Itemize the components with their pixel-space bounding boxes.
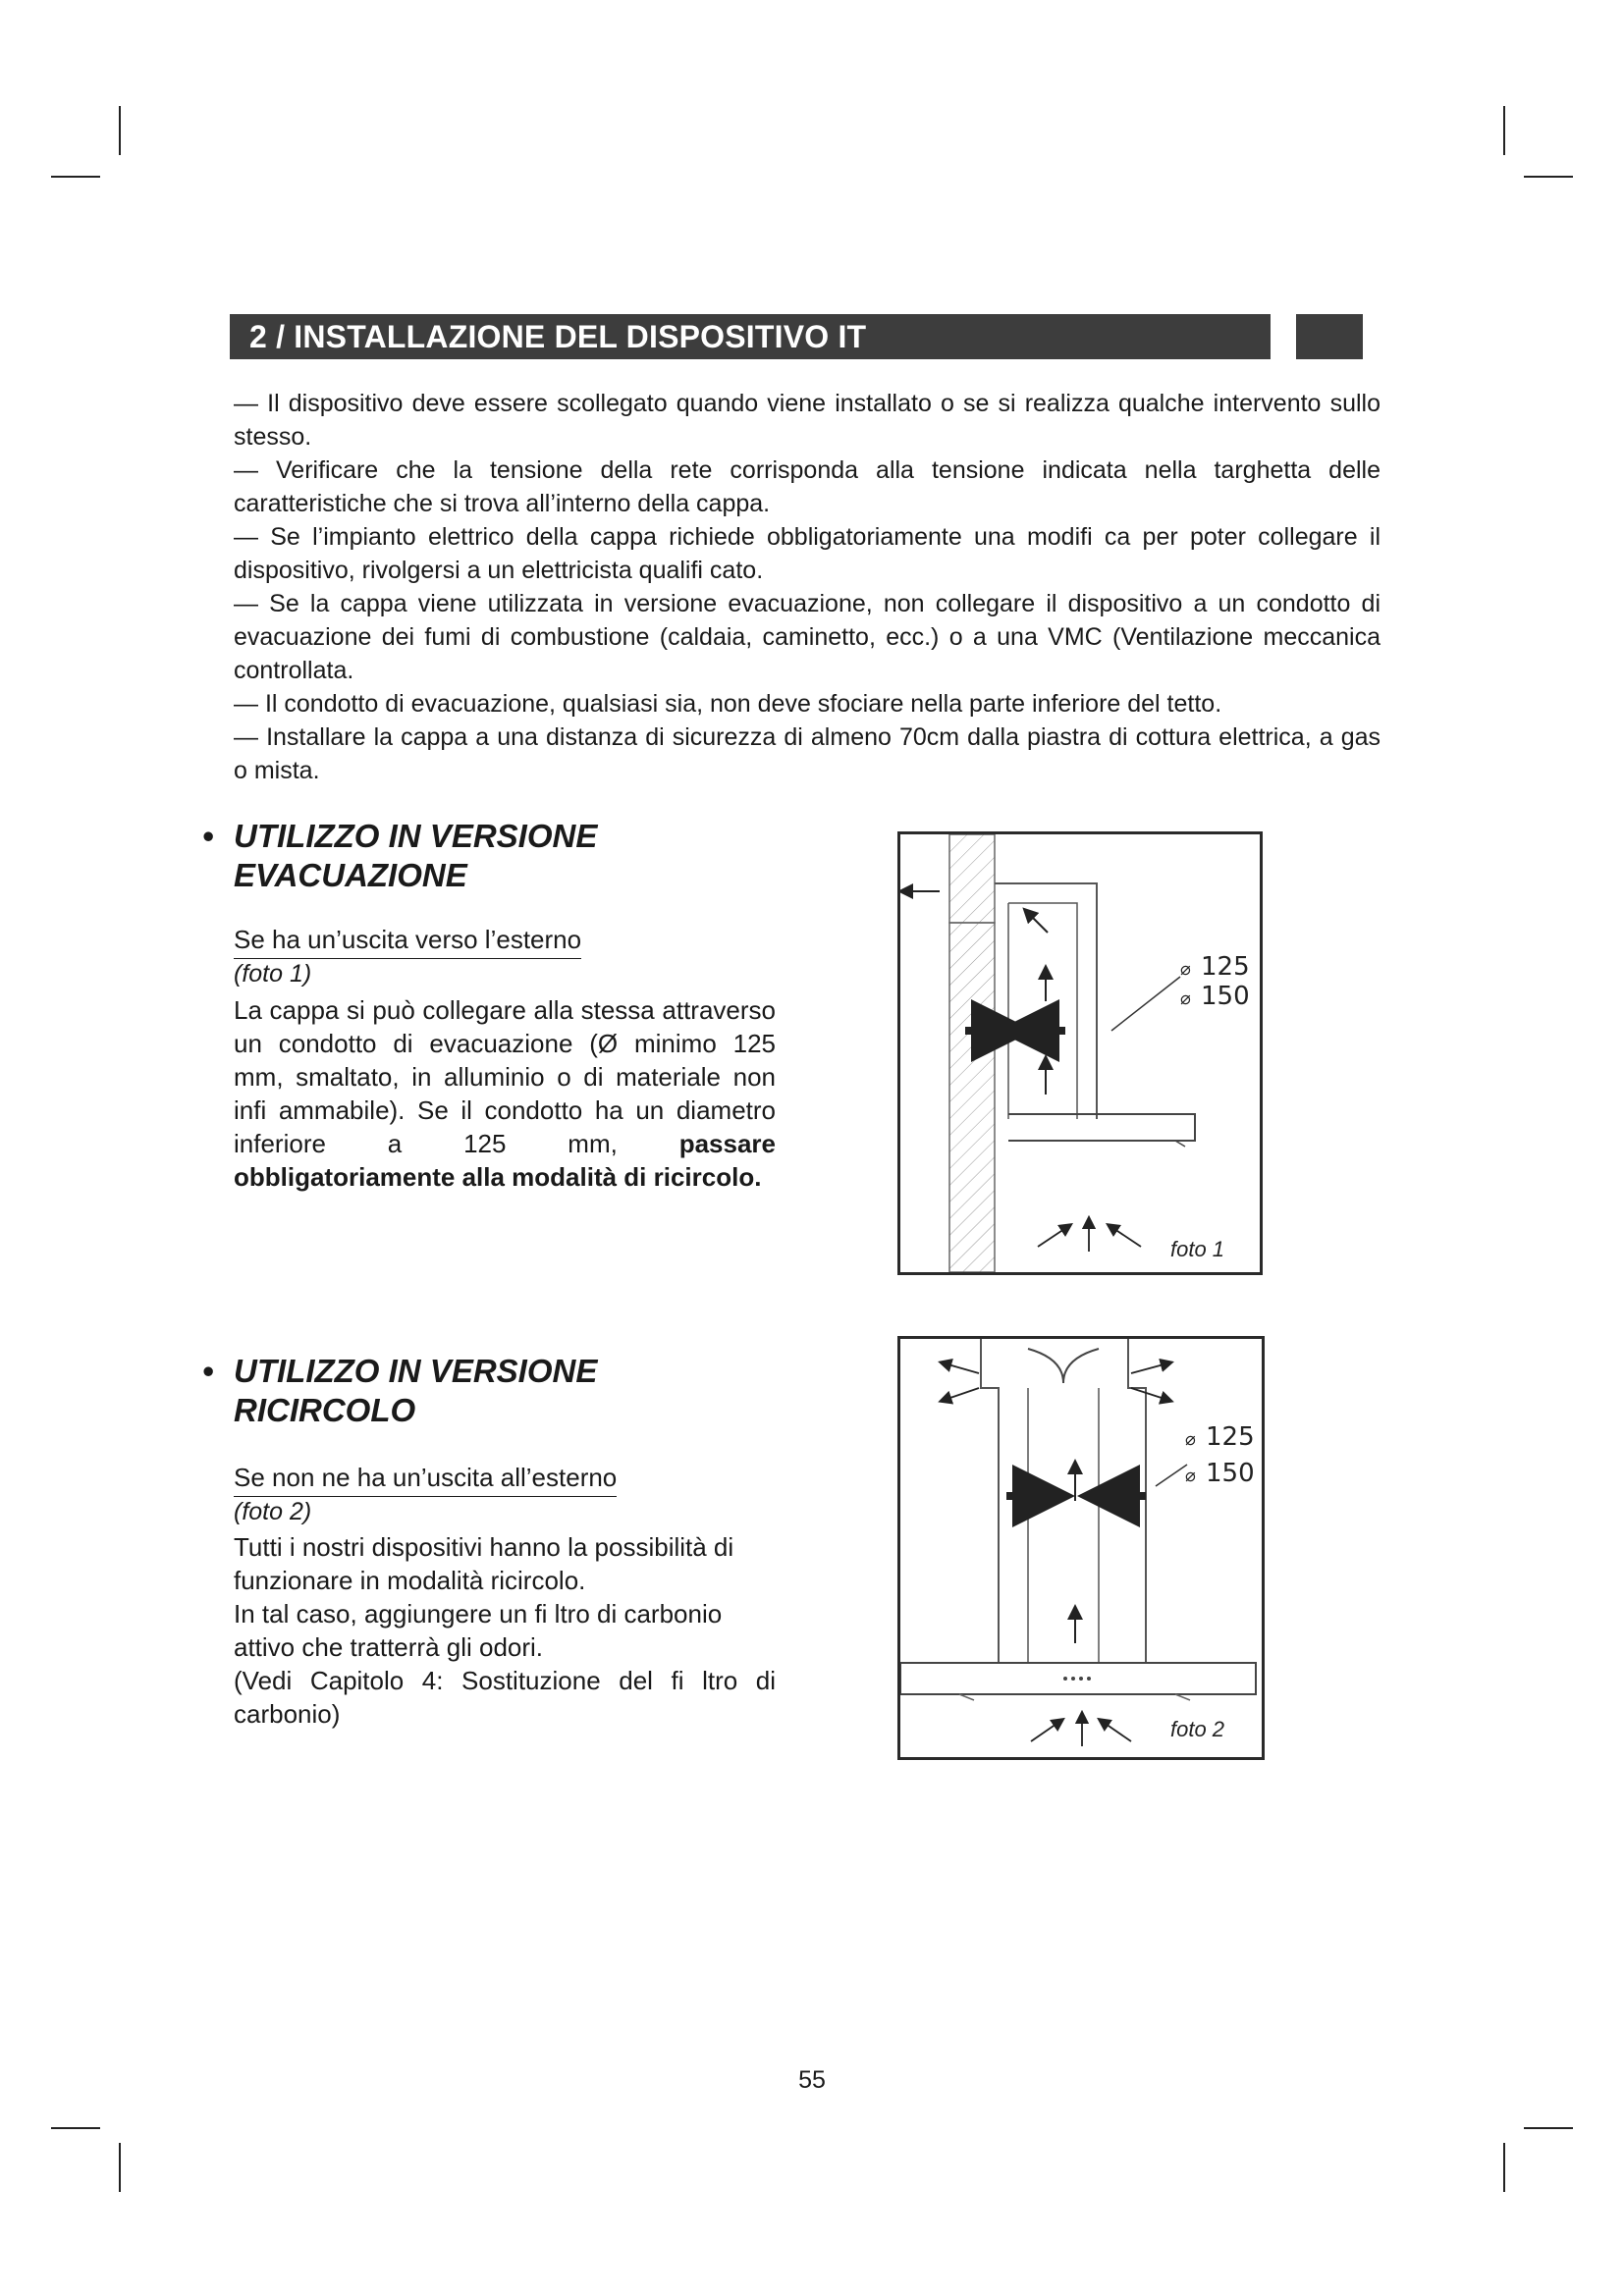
page-number: 55 xyxy=(798,2066,826,2094)
body-paragraph: In tal caso, aggiungere un fi ltro di carbonio attivo che tratterrà gli odori. xyxy=(234,1599,723,1662)
subheading-recirculation: Se non ne ha un’uscita all’esterno xyxy=(234,1461,617,1497)
crop-mark xyxy=(1503,106,1505,155)
body-text-evacuation xyxy=(234,993,776,1194)
figure-recirculation xyxy=(897,1336,1265,1760)
intro-paragraph: — Il condotto di evacuazione, qualsiasi sia, non deve sfociare nella parte inferiore del tetto. xyxy=(234,690,1222,718)
section-title-line: UTILIZZO IN VERSIONE xyxy=(234,818,598,854)
body-paragraph: Tutti i nostri dispositivi hanno la possibilità di funzionare in modalità ricircolo. xyxy=(234,1532,734,1595)
crop-mark xyxy=(1524,176,1573,178)
crop-mark xyxy=(51,176,100,178)
diameter-150: 150 xyxy=(1201,982,1250,1011)
section-header: 2 / INSTALLAZIONE DEL DISPOSITIVO IT xyxy=(230,314,1271,359)
subheading-evacuation: Se ha un’uscita verso l’esterno xyxy=(234,923,581,959)
section-title-recirculation xyxy=(202,1352,597,1430)
crop-mark xyxy=(1524,2127,1573,2129)
diameter-125: 125 xyxy=(1206,1422,1255,1452)
body-paragraph: (Vedi Capitolo 4: Sostituzione del fi ltro di carbonio) xyxy=(234,1666,776,1729)
bullet: • xyxy=(202,1353,214,1389)
photo-reference: (foto 2) xyxy=(234,1498,312,1525)
svg-text:⌀: ⌀ xyxy=(1180,959,1191,980)
body-paragraph: La cappa si può collegare alla stessa attraverso un condotto di evacuazione (Ø minimo 125 mm, smaltato, in alluminio o di materiale non infi ammabile). Se il condotto ha un diametro inferiore a 125 mm, xyxy=(234,995,776,1158)
diameter-125: 125 xyxy=(1201,952,1250,982)
figure-caption: foto 1 xyxy=(1170,1237,1225,1261)
section-title-evacuation xyxy=(202,817,597,895)
crop-mark xyxy=(1503,2143,1505,2192)
intro-paragraph: — Installare la cappa a una distanza di sicurezza di almeno 70cm dalla piastra di cottura elettrica, a gas o mista. xyxy=(234,723,1380,784)
crop-mark xyxy=(51,2127,100,2129)
header-tab xyxy=(1296,314,1363,359)
body-emphasis: passare obbligatoriamente alla modalità di ricircolo. xyxy=(234,1129,776,1192)
intro-paragraph: — Il dispositivo deve essere scollegato quando viene installato o se si realizza qualche intervento sullo stesso. xyxy=(234,390,1380,451)
figure-caption: foto 2 xyxy=(1170,1717,1225,1741)
svg-text:⌀: ⌀ xyxy=(1185,1429,1196,1450)
intro-paragraph: — Verificare che la tensione della rete corrisponda alla tensione indicata nella targhetta delle caratteristiche che si trova all’interno della cappa. xyxy=(234,456,1380,517)
crop-mark xyxy=(119,106,121,155)
section-title-line: RICIRCOLO xyxy=(234,1392,416,1428)
svg-text:⌀: ⌀ xyxy=(1180,988,1191,1009)
body-text-recirculation xyxy=(234,1530,776,1731)
diameter-150: 150 xyxy=(1206,1459,1255,1488)
photo-reference: (foto 1) xyxy=(234,960,312,988)
intro-paragraph: — Se l’impianto elettrico della cappa richiede obbligatoriamente una modifi ca per poter collegare il dispositivo, rivolgersi a un elettricista qualifi cato. xyxy=(234,523,1380,584)
section-title-line: UTILIZZO IN VERSIONE xyxy=(234,1353,598,1389)
figure-evacuation xyxy=(897,831,1263,1275)
intro-text xyxy=(234,387,1380,787)
crop-mark xyxy=(119,2143,121,2192)
intro-paragraph: — Se la cappa viene utilizzata in versione evacuazione, non collegare il dispositivo a un condotto di evacuazione dei fumi di combustione (caldaia, caminetto, ecc.) o a una VMC (Ventilazione meccanica controllata. xyxy=(234,590,1380,684)
svg-text:⌀: ⌀ xyxy=(1185,1466,1196,1486)
bullet: • xyxy=(202,818,214,854)
section-title-line: EVACUAZIONE xyxy=(234,857,467,893)
